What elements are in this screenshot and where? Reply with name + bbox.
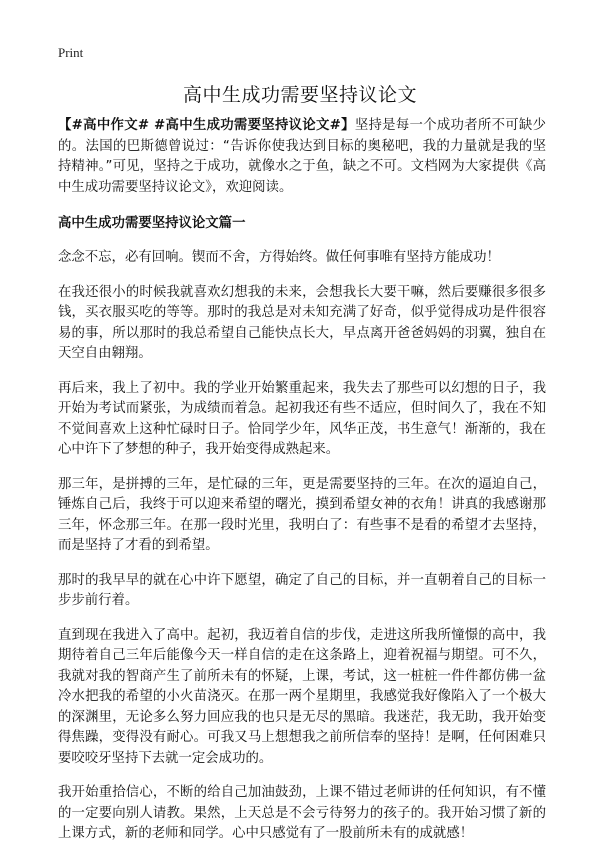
- body-paragraph: 再后来，我上了初中。我的学业开始繁重起来，我失去了那些可以幻想的日子，我开始为考试而紧张，为成绩而着急。起初我还有些不适应，但时间久了，我在不知不觉间喜欢上这种忙碌时日子。恰同学少年，风华正茂，书生意气！渐渐的，我在心中许下了梦想的种子，我开始变得成熟起来。: [58, 380, 546, 457]
- intro-paragraph: [58, 116, 546, 198]
- intro-text: 坚持是每一个成功者所不可缺少的。法国的巴斯德曾说过：“告诉你使我达到目标的奥秘吧，我的力量就是我的坚持精神。”可见，坚持之于成功，就像水之于鱼，缺之不可。文档网为大家提供《高中生成功需要坚持议论文》，欢迎阅读。: [58, 118, 546, 195]
- page-title: 高中生成功需要坚持议论文: [182, 84, 417, 106]
- body-paragraph: 那时的我早早的就在心中许下愿望，确定了自己的目标，并一直朝着自己的目标一步步前行着。: [58, 572, 546, 608]
- body-paragraph: 我开始重拾信心，不断的给自己加油鼓劲，上课不错过老师讲的任何知识，有不懂的一定要向别人请教。果然，上天总是不会亏待努力的孩子的。我开始习惯了新的上课方式，新的老师和同学。心中只感觉有了一股前所未有的成就感！: [58, 785, 546, 841]
- body-paragraph: 在我还很小的时候我就喜欢幻想我的未来，会想我长大要干嘛，然后要赚很多很多钱，买衣服买吃的等等。那时的我总是对未知充满了好奇，似乎觉得成功是件很容易的事，所以那时的我总希望自己能快点长大，早点离开爸爸妈妈的羽翼，独自在天空自由翱翔。: [58, 284, 546, 361]
- body-paragraph: 念念不忘，必有回响。锲而不舍，方得始终。做任何事唯有坚持方能成功！: [58, 250, 500, 265]
- body-paragraph: 直到现在我进入了高中。起初，我迈着自信的步伐，走进这所我所憧憬的高中，我期待着自己三年后能像今天一样自信的走在这条路上，迎着祝福与期望。可不久，我就对我的智商产生了前所未有的怀疑，上课，考试，这一桩桩一件件都仿佛一盆冷水把我的希望的小火苗浇灭。在那一两个星期里，我感觉我好像陷入了一个极大的深渊里，无论多么努力回应我的也只是无尽的黑暗。我迷茫，我无助，我开始变得焦躁，变得没有耐心。可我又马上想想我之前所信奉的坚持！是啊，任何困难只要咬咬牙坚持下去就一定会成功的。: [58, 627, 546, 766]
- article-body: [58, 116, 546, 859]
- body-paragraph: 那三年，是拼搏的三年，是忙碌的三年，更是需要坚持的三年。在次的逼迫自己，锤炼自己后，我终于可以迎来希望的曙光，摸到希望女神的衣角！讲真的我感谢那三年，怀念那三年。在那一段时光里，我明白了：有些事不是看的希望才去坚持，而是坚持了才看的到希望。: [58, 476, 546, 553]
- print-link[interactable]: Print: [58, 45, 84, 60]
- section-heading: 高中生成功需要坚持议论文篇一: [58, 216, 246, 231]
- intro-tags: 【#高中作文# #高中生成功需要坚持议论文#】: [58, 118, 355, 133]
